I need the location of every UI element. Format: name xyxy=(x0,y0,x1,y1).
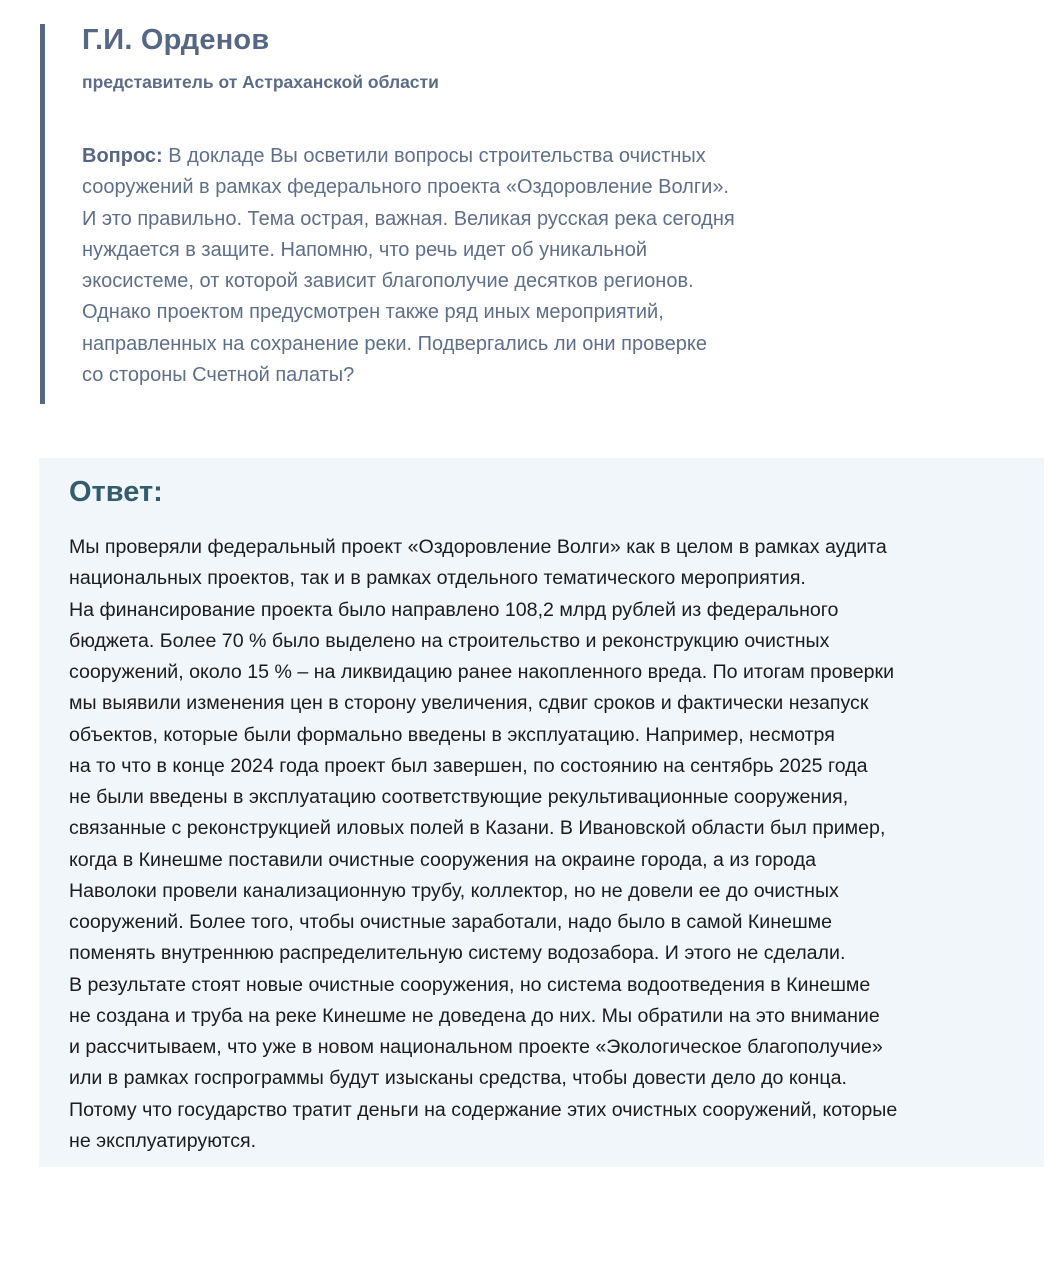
question-line: экосистеме, от которой зависит благополучие десятков регионов. xyxy=(82,270,694,293)
answer-line: бюджета. Более 70 % было выделено на строительство и реконструкцию очистных xyxy=(69,629,830,652)
question-line: нуждается в защите. Напомню, что речь идет об уникальной xyxy=(82,238,648,261)
answer-line: национальных проектов, так и в рамках отдельного тематического мероприятия. xyxy=(69,567,806,590)
answer-block xyxy=(39,458,1044,1167)
answer-line: сооружений, около 15 % – на ликвидацию ранее накопленного вреда. По итогам проверки xyxy=(69,661,895,683)
answer-line: не были введены в эксплуатацию соответствующие рекультивационные сооружения, xyxy=(69,786,849,808)
answer-title: Ответ: xyxy=(69,476,163,508)
answer-line: и рассчитываем, что уже в новом национальном проекте «Экологическое благополучие» xyxy=(69,1036,883,1058)
answer-line: или в рамках госпрограммы будут изысканы средства, чтобы довести дело до конца. xyxy=(69,1067,847,1090)
question-line: И это правильно. Тема острая, важная. Великая русская река сегодня xyxy=(82,207,735,230)
answer-line: сооружений. Более того, чтобы очистные заработали, надо было в самой Кинешме xyxy=(69,911,833,933)
answer-line: не создана и труба на реке Кинешме не доведена до них. Мы обратили на это внимание xyxy=(69,1004,880,1027)
question-line xyxy=(82,141,822,172)
answer-line: не эксплуатируются. xyxy=(69,1129,257,1152)
answer-line: Наволоки провели канализационную трубу, коллектор, но не довели ее до очистных xyxy=(69,879,839,902)
question-line: Однако проектом предусмотрен также ряд иных мероприятий, xyxy=(82,301,664,324)
question-line: направленных на сохранение реки. Подвергались ли они проверке xyxy=(82,332,707,355)
answer-line: поменять внутреннюю распределительную систему водозабора. И этого не сделали. xyxy=(69,942,846,965)
question-text xyxy=(82,141,822,391)
answer-line: В результате стоят новые очистные сооружения, но система водоотведения в Кинешме xyxy=(69,973,871,996)
answer-line: На финансирование проекта было направлено 108,2 млрд рублей из федерального xyxy=(69,598,839,621)
answer-line: на то что в конце 2024 года проект был завершен, по состоянию на сентябрь 2025 года xyxy=(69,754,868,777)
answer-line: Мы проверяли федеральный проект «Оздоровление Волги» как в целом в рамках аудита xyxy=(69,536,887,558)
answer-text xyxy=(69,532,1014,1157)
answer-line: объектов, которые были формально введены в эксплуатацию. Например, несмотря xyxy=(69,723,835,746)
speaker-name: Г.И. Орденов xyxy=(82,24,270,56)
answer-line: связанные с реконструкцией иловых полей в Казани. В Ивановской области был пример, xyxy=(69,817,886,840)
question-line-text: В докладе Вы осветили вопросы строительства очистных xyxy=(162,145,706,167)
answer-line: Потому что государство тратит деньги на содержание этих очистных сооружений, которые xyxy=(69,1098,898,1121)
question-label: Вопрос: xyxy=(82,145,163,167)
question-line: сооружений в рамках федерального проекта «Оздоровление Волги». xyxy=(82,176,729,199)
question-block xyxy=(40,24,820,404)
answer-line: мы выявили изменения цен в сторону увеличения, сдвиг сроков и фактически незапуск xyxy=(69,692,869,715)
speaker-role: представитель от Астраханской области xyxy=(82,72,439,92)
question-line: со стороны Счетной палаты? xyxy=(82,364,355,387)
answer-line: когда в Кинешме поставили очистные сооружения на окраине города, а из города xyxy=(69,848,817,871)
